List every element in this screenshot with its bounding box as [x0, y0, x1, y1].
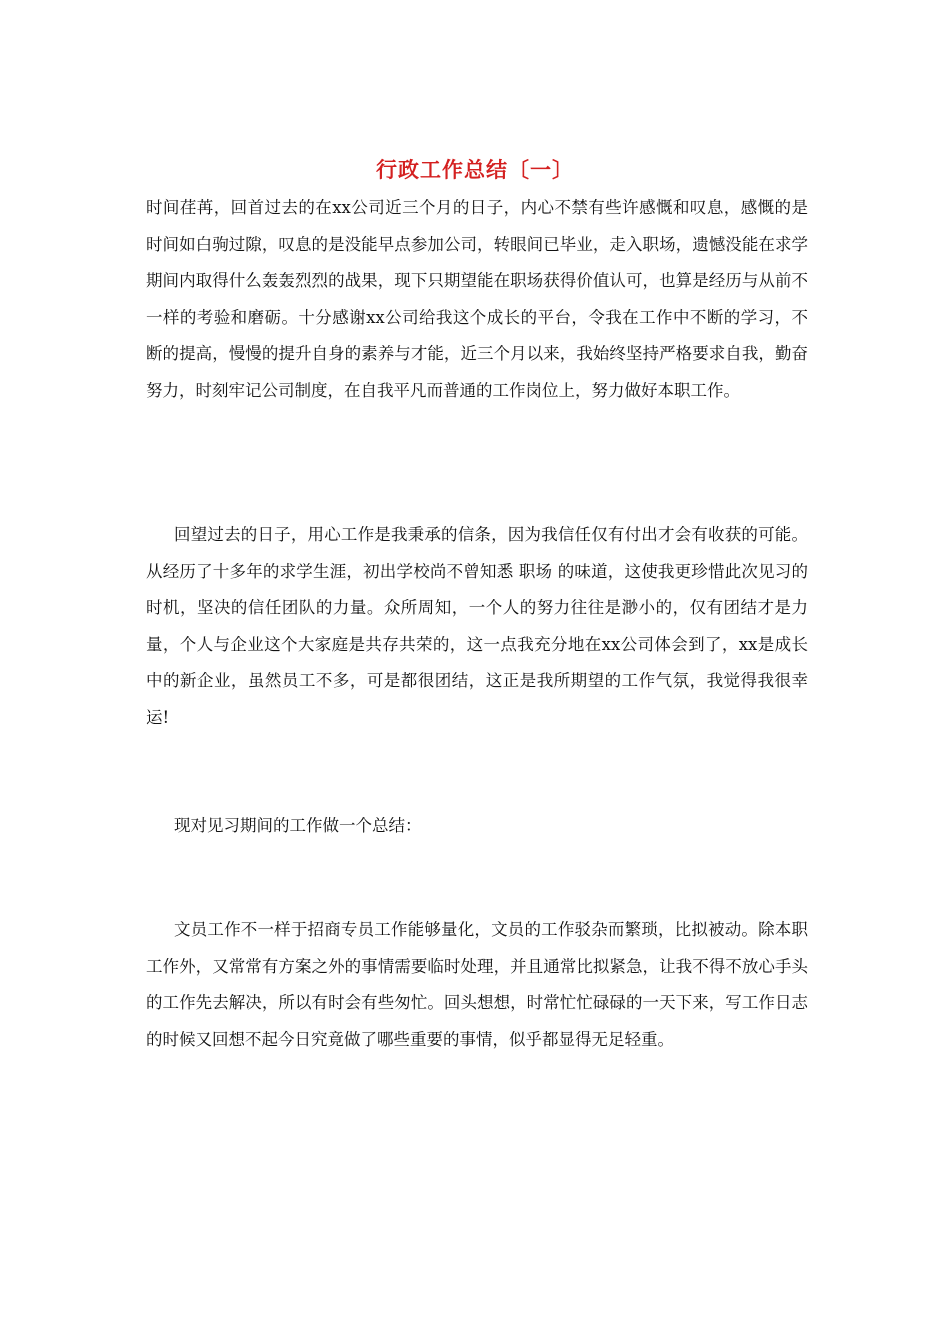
paragraph-2: 回望过去的日子，用心工作是我秉承的信条，因为我信任仅有付出才会有收获的可能。从经历了十多年的求学生涯，初出学校尚不曾知悉 职场 的味道，这使我更珍惜此次见习的时机，坚决的信任团队的力量。众所周知，一个人的努力往往是渺小的，仅有团结才是力量，个人与企业这个大家庭是共存共荣的，这一点我充分地在xx公司体会到了，xx是成长中的新企业，虽然员工不多，可是都很团结，这正是我所期望的工作气氛，我觉得我很幸运! — [146, 525, 808, 727]
paragraph-4: 文员工作不一样于招商专员工作能够量化，文员的工作驳杂而繁琐，比拟被动。除本职工作外，又常常有方案之外的事情需要临时处理，并且通常比拟紧急，让我不得不放心手头的工作先去解决，所以有时会有些匆忙。回头想想，时常忙忙碌碌的一天下来，写工作日志的时候又回想不起今日究竟做了哪些重要的事情，似乎都显得无足轻重。 — [146, 920, 808, 1049]
paragraph-3: 现对见习期间的工作做一个总结： — [174, 816, 422, 835]
document-title: 行政工作总结〔一〕 — [376, 157, 574, 182]
paragraph-1: 时间荏苒，回首过去的在xx公司近三个月的日子，内心不禁有些许感慨和叹息，感慨的是时间如白驹过隙，叹息的是没能早点参加公司，转眼间已毕业，走入职场，遗憾没能在求学期间内取得什么轰轰烈烈的战果，现下只期望能在职场获得价值认可，也算是经历与从前不一样的考验和磨砺。十分感谢xx公司给我这个成长的平台，令我在工作中不断的学习，不断的提高，慢慢的提升自身的素养与才能，近三个月以来，我始终坚持严格要求自我，勤奋努力，时刻牢记公司制度，在自我平凡而普通的工作岗位上，努力做好本职工作。 — [146, 198, 808, 400]
